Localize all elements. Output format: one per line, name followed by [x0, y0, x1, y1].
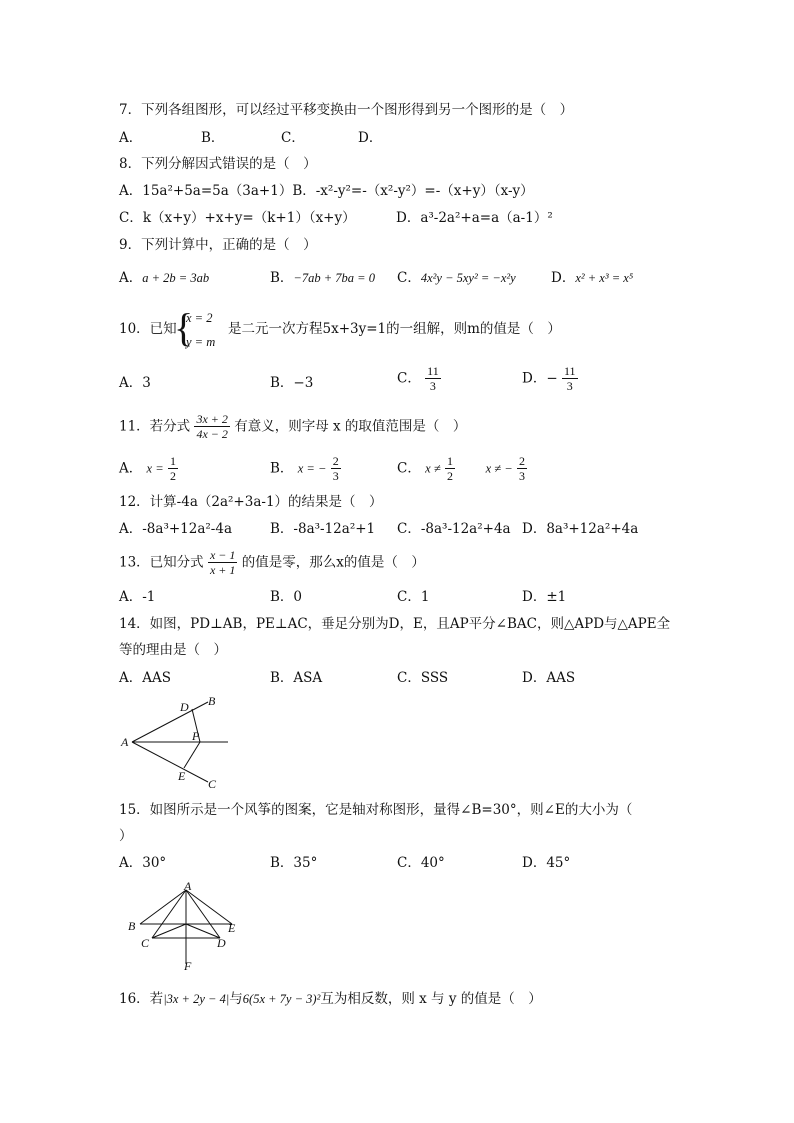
- q8-option-d: D．a³-2a²+a=a（a-1）²: [396, 210, 553, 226]
- q12-option-b: B．-8a³-12a²+1: [270, 521, 376, 537]
- q13-option-d: D．±1: [522, 589, 567, 605]
- q15-stem-line2: ）: [119, 828, 133, 844]
- q14-label-d: D: [180, 700, 189, 714]
- q15-option-b: B．35°: [270, 855, 318, 871]
- q7-option-b: B．: [201, 130, 225, 146]
- q15-option-d: D．45°: [522, 855, 571, 871]
- q7-option-c: C．: [281, 130, 305, 146]
- q15-option-a: A．30°: [119, 855, 167, 871]
- q14-label-p: P: [192, 729, 200, 743]
- q14-label-c: C: [208, 777, 217, 791]
- q7-stem: 7．下列各组图形，可以经过平移变换由一个图形得到另一个图形的是（ ）: [119, 102, 574, 118]
- q10-eq2: y = m: [186, 335, 216, 349]
- q15-label-c: C: [141, 936, 150, 950]
- q13-option-b: B．0: [270, 589, 303, 605]
- q7-option-d: D．: [358, 130, 383, 146]
- q10-option-b: B．−3: [270, 375, 314, 391]
- q15-label-b: B: [128, 919, 136, 933]
- q14-stem-line1: 14．如图，PD⊥AB，PE⊥AC，垂足分别为D，E，且AP平分∠BAC，则△APD与△APE全: [119, 616, 671, 632]
- q9-stem: 9．下列计算中，正确的是（ ）: [119, 237, 317, 253]
- q11-option-a: A． x = $\frac{1}{2}$: [119, 454, 176, 483]
- q15-stem-line1: 15．如图所示是一个风筝的图案，它是轴对称图形，量得∠B=30°，则∠E的大小为（: [119, 802, 633, 818]
- q10-suffix: 是二元一次方程5x+3y=1的一组解，则m的值是（ ）: [228, 321, 561, 337]
- q8-option-c: C．k（x+y）+x+y=（k+1）（x+y）: [119, 210, 356, 226]
- q10-eq1: x = 2: [186, 311, 213, 325]
- q15-label-e: E: [228, 921, 236, 935]
- q16-stem: 16．若|3x + 2y − 4|与6(5x + 7y − 3)²互为相反数，则 x 与 y 的值是（ ）: [119, 991, 542, 1007]
- q13-option-c: C．1: [397, 589, 430, 605]
- q11-option-c: C． x ≠ $\frac{1}{2}$ x ≠ − $\frac{2}{3}$: [397, 454, 525, 483]
- q8-options-ab: A．15a²+5a=5a（3a+1）B．-x²-y²=-（x²-y²）=-（x+y）（x-y）: [119, 183, 534, 199]
- q14-label-e: E: [178, 769, 186, 783]
- q12-stem: 12．计算-4a（2a²+3a-1）的结果是（ ）: [119, 494, 383, 510]
- q14-option-d: D．AAS: [522, 670, 576, 686]
- q10-prefix: 10．已知: [119, 321, 177, 337]
- q14-option-a: A．AAS: [119, 670, 171, 686]
- q8-stem: 8．下列分解因式错误的是（ ）: [119, 156, 317, 172]
- q13-stem: 13．已知分式 $\frac{x - 1}{x + 1}$ 的值是零，那么x的值是（ ）: [119, 548, 425, 577]
- q13-option-a: A．-1: [119, 589, 156, 605]
- q14-label-b: B: [208, 694, 216, 708]
- q15-label-d: D: [217, 936, 226, 950]
- q14-option-c: C．SSS: [397, 670, 449, 686]
- q12-option-d: D．8a³+12a²+4a: [522, 521, 639, 537]
- q10-brace: {: [174, 305, 194, 350]
- q14-option-b: B．ASA: [270, 670, 323, 686]
- q9-option-c: C．4x²y − 5xy² = −x²y: [397, 270, 516, 286]
- q11-stem: 11．若分式 $\frac{3x + 2}{4x - 2}$ 有意义，则字母 x 的取值范围是（ ）: [119, 412, 467, 441]
- q15-label-a: A: [184, 880, 192, 893]
- q15-figure: [124, 880, 244, 972]
- q7-option-a: A．: [119, 130, 143, 146]
- q10-option-a: A．3: [119, 375, 151, 391]
- q15-option-c: C．40°: [397, 855, 445, 871]
- q14-stem-line2: 等的理由是（ ）: [119, 642, 227, 658]
- q9-option-b: B．−7ab + 7ba = 0: [270, 270, 375, 286]
- q14-figure: [116, 692, 236, 792]
- q9-option-a: A．a + 2b = 3ab: [119, 270, 210, 286]
- q9-option-d: D．x² + x³ = x⁵: [551, 270, 634, 286]
- q11-option-b: B． x = − $\frac{2}{3}$: [270, 454, 339, 483]
- q12-option-c: C．-8a³-12a²+4a: [397, 521, 511, 537]
- q12-option-a: A．-8a³+12a²-4a: [119, 521, 233, 537]
- q15-label-f: F: [184, 959, 192, 972]
- q14-label-a: A: [121, 735, 129, 749]
- q10-option-c: C． $\frac{11}{3}$: [397, 364, 439, 393]
- q10-option-d: D．− $\frac{11}{3}$: [522, 364, 576, 393]
